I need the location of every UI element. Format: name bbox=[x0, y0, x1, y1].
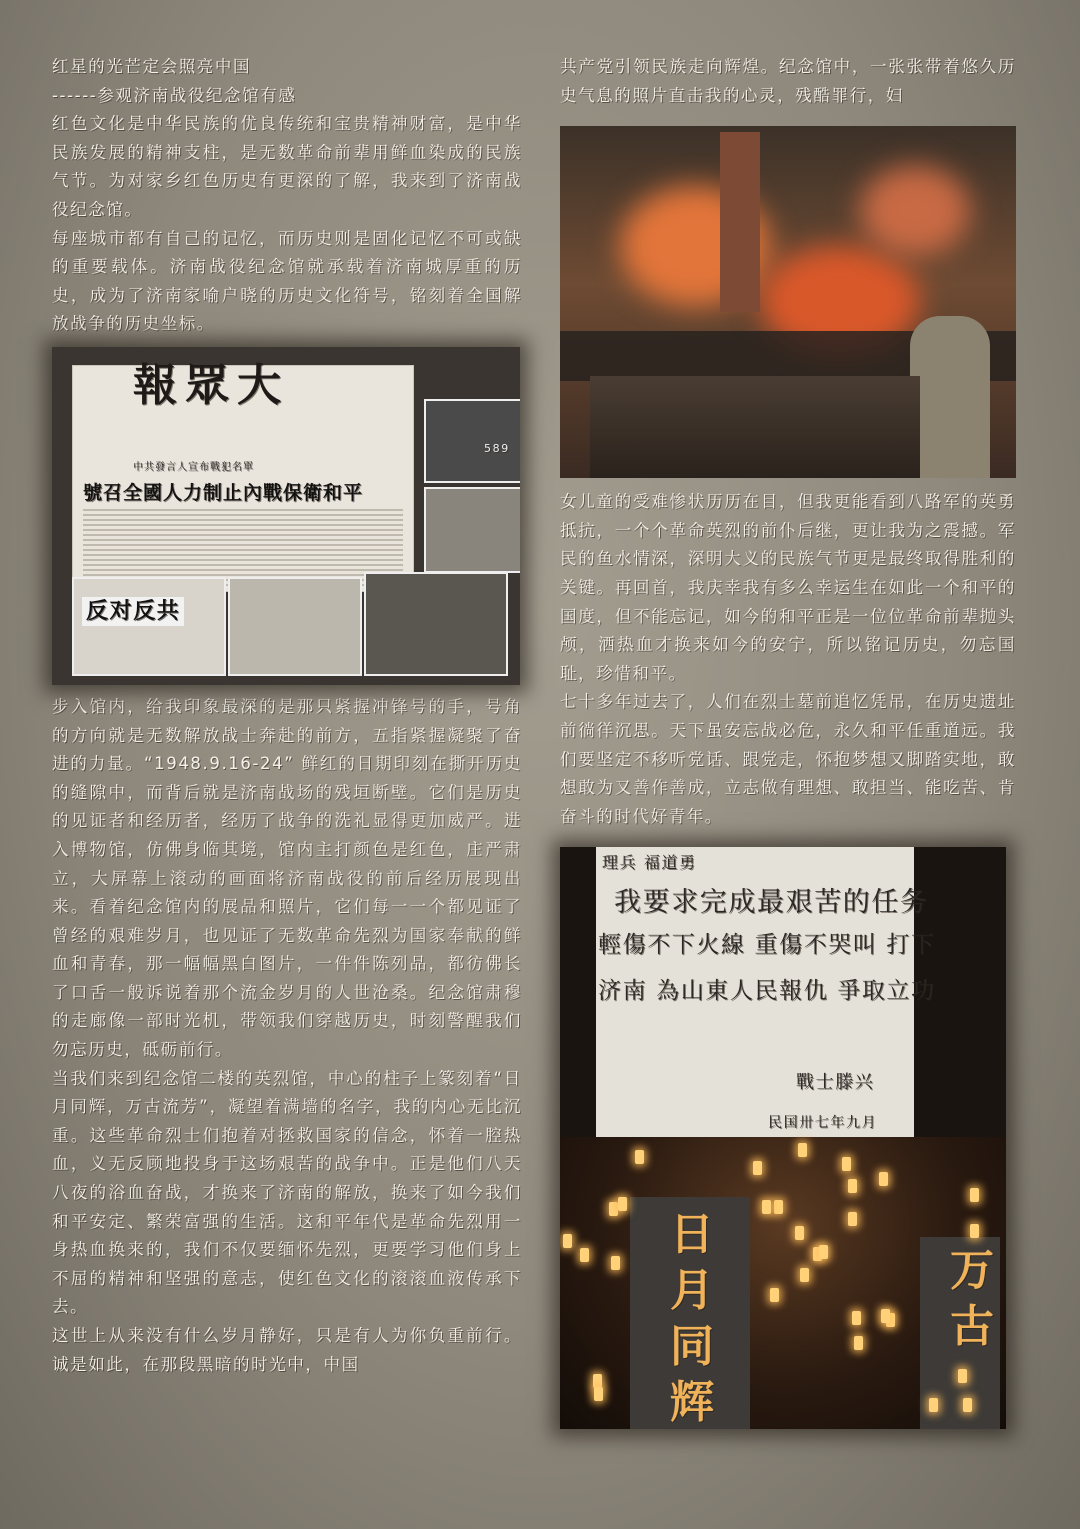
lantern bbox=[580, 1248, 589, 1262]
lantern bbox=[819, 1245, 828, 1259]
newspaper-masthead: 報眾大 bbox=[133, 359, 289, 411]
note-line: 济南 為山東人民報仇 爭取立功 bbox=[598, 978, 936, 1005]
soldier-statue bbox=[910, 316, 990, 478]
paragraph: 每座城市都有自己的记忆，而历史则是固化记忆不可或缺的重要载体。济南战役纪念馆就承载着济南城厚重的历史，成为了济南家喻户晓的历史文化符号，铭刻着全国解放战争的历史坐标。 bbox=[52, 228, 522, 334]
lantern bbox=[635, 1150, 644, 1164]
lantern bbox=[929, 1398, 938, 1412]
note-date: 民国卅七年九月 bbox=[768, 1115, 878, 1132]
paragraph: 这世上从来没有什么岁月静好，只是有人为你负重前行。诚是如此，在那段黑暗的时光中，中国 bbox=[52, 1326, 522, 1374]
article-subtitle: ------参观济南战役纪念馆有感 bbox=[52, 85, 297, 105]
lantern bbox=[753, 1161, 762, 1175]
lantern bbox=[795, 1226, 804, 1240]
battle-diorama-photo bbox=[560, 126, 1016, 478]
paragraph: 当我们来到纪念馆二楼的英烈馆，中心的柱子上篆刻着“日月同辉，万古流芳”，凝望着满墙的名字，我的内心无比沉重。这些革命烈士们抱着对拯救国家的信念，怀着一腔热血，义无反顾地投身于这场艰苦的战争中。正是他们八天八夜的浴血奋战，才换来了济南的解放，换来了如今我们和平安定、繁荣富强的生活。这和平年代是革命先烈用一身热血换来的，我们不仅要缅怀先烈，更要学习他们身上不屈的精神和坚强的意志，使红色文化的滚滚血液传承下去。 bbox=[52, 1068, 522, 1317]
handwritten-note-photo bbox=[596, 847, 936, 1137]
right-column bbox=[560, 53, 1016, 1429]
lantern bbox=[842, 1157, 851, 1171]
lantern bbox=[854, 1336, 863, 1350]
lantern bbox=[958, 1369, 967, 1383]
pillar bbox=[630, 1197, 750, 1429]
note-line: 輕傷不下火線 重傷不哭叫 打下 bbox=[598, 932, 936, 959]
lantern bbox=[762, 1200, 771, 1214]
newspaper-subhead: 中共發言人宣布戰犯名單 bbox=[133, 461, 254, 473]
poster-slogan: 反对反共 bbox=[82, 597, 184, 626]
fire-glow bbox=[860, 166, 970, 256]
lantern bbox=[879, 1172, 888, 1186]
lantern bbox=[800, 1268, 809, 1282]
lantern bbox=[970, 1224, 979, 1238]
diorama-ground bbox=[590, 376, 920, 478]
memorial-photo-collage bbox=[560, 847, 1006, 1429]
lantern bbox=[611, 1256, 620, 1270]
martyrs-hall-photo bbox=[560, 1137, 1006, 1429]
lantern bbox=[770, 1288, 779, 1302]
lantern bbox=[798, 1143, 807, 1157]
lantern bbox=[593, 1374, 602, 1388]
newspaper-headline: 號召全國人力制止內戰保衛和平 bbox=[83, 481, 364, 504]
lantern bbox=[852, 1311, 861, 1325]
newspaper-exhibit-photo bbox=[52, 347, 520, 685]
pillar-inscription: 同 bbox=[670, 1321, 716, 1373]
left-column bbox=[52, 53, 522, 1379]
lantern bbox=[609, 1202, 618, 1216]
note-line: 我要求完成最艰苦的任务 bbox=[614, 887, 929, 919]
soldiers-photo bbox=[364, 572, 508, 676]
article-title: 红星的光芒定会照亮中国 bbox=[52, 57, 252, 76]
lantern bbox=[963, 1398, 972, 1412]
paragraph: 七十多年过去了，人们在烈士墓前追忆凭吊，在历史遗址前徜徉沉思。天下虽安忘战必危，永久和平任重道远。我们要坚定不移听党话、跟党走，怀抱梦想又脚踏实地，敢想敢为又善作善成，立志做有理想、敢担当、能吃苦、肯奋斗的时代好青年。 bbox=[560, 692, 1016, 826]
pillar-inscription: 万 bbox=[950, 1245, 996, 1297]
paragraph: 红色文化是中华民族的优良传统和宝贵精神财富，是中华民族发展的精神支柱，是无数革命前辈用鲜血染成的民族气节。为对家乡红色历史有更深的了解，我来到了济南战役纪念馆。 bbox=[52, 114, 522, 219]
ship-number: 589 bbox=[484, 441, 510, 455]
pillar-inscription: 日 bbox=[670, 1209, 716, 1261]
lantern bbox=[774, 1200, 783, 1214]
newspaper-body-text bbox=[83, 508, 403, 586]
paragraph: 女儿童的受难惨状历历在目，但我更能看到八路军的英勇抵抗，一个个革命英烈的前仆后继，更让我为之震撼。军民的鱼水情深，深明大义的民族气节更是最终取得胜利的关键。再回首，我庆幸我有多么幸运生在如此一个和平的国度，但不能忘记，如今的和平正是一位位革命前辈抛头颅，洒热血才换来如今的安宁，所以铭记历史，勿忘国耻，珍惜和平。 bbox=[560, 492, 1016, 683]
lantern bbox=[881, 1309, 890, 1323]
warship-photo bbox=[424, 487, 520, 573]
poster-photo bbox=[72, 577, 226, 676]
lantern bbox=[594, 1387, 603, 1401]
note-header: 理兵 福道勇 bbox=[602, 853, 697, 873]
newspaper-clipping-photo bbox=[228, 577, 362, 676]
paragraph: 共产党引领民族走向辉煌。纪念馆中，一张张带着悠久历史气息的照片直击我的心灵，残酷罪行，妇 bbox=[560, 57, 1016, 105]
lantern bbox=[848, 1179, 857, 1193]
lantern bbox=[563, 1234, 572, 1248]
lantern bbox=[970, 1188, 979, 1202]
lantern bbox=[848, 1212, 857, 1226]
pillar-inscription: 月 bbox=[670, 1265, 716, 1317]
pillar-inscription: 古 bbox=[950, 1301, 996, 1353]
paragraph: 步入馆内，给我印象最深的是那只紧握冲锋号的手，号角的方向就是无数解放战士奔赴的前方，五指紧握凝聚了奋进的力量。“1948.9.16-24” 鲜红的日期印刻在撕开历史的缝隙中，而背后就是济南战场的残垣断壁。它们是历史的见证者和经历者，经历了战争的洗礼显得更加威严。进入博物馆，仿佛身临其境，馆内主打颜色是红色，庄严肃立，大屏幕上滚动的画面将济南战役的前后经历展现出来。看着纪念馆内的展品和照片，它们每一一个都见证了曾经的艰难岁月，也见证了无数革命先烈为国家奉献的鲜血和青春，那一幅幅黑白图片，一件件陈列品，都彷佛长了口舌一般诉说着那个流金岁月的人世沧桑。纪念馆肃穆的走廊像一部时光机，带领我们穿越历史，时刻警醒我们勿忘历史，砥砺前行。 bbox=[52, 696, 522, 1060]
ship-photo bbox=[424, 399, 520, 483]
newspaper-sheet bbox=[72, 359, 414, 592]
ruined-building bbox=[720, 132, 760, 312]
note-signature: 戰士滕兴 bbox=[796, 1072, 875, 1094]
lantern bbox=[618, 1197, 627, 1211]
pillar-inscription: 辉 bbox=[670, 1377, 716, 1429]
